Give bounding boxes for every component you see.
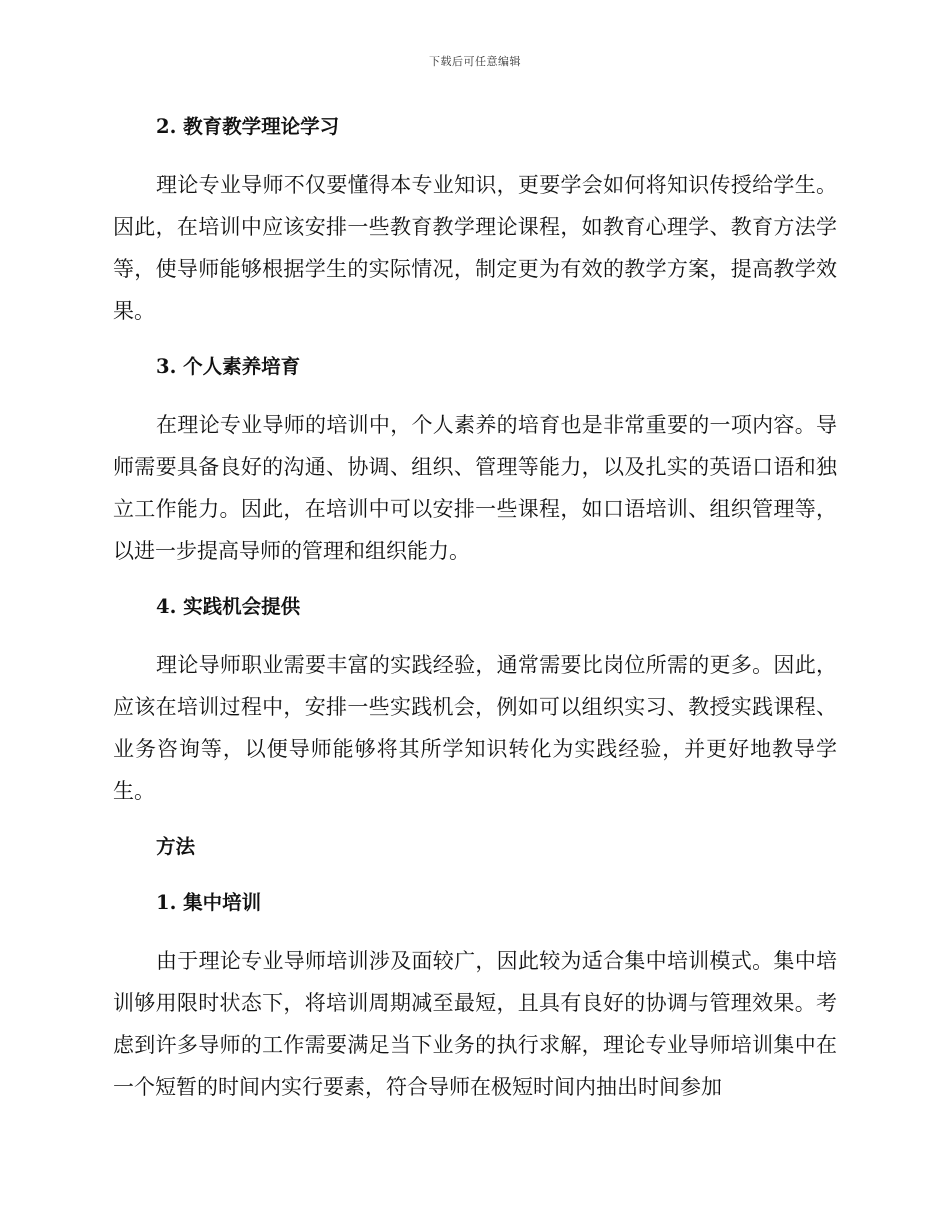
section-paragraph-teaching-theory: 理论专业导师不仅要懂得本专业知识，更要学会如何将知识传授给学生。因此，在培训中应该安排一些教育教学理论课程，如教育心理学、教育方法学等，使导师能够根据学生的实际情况，制定更为有效的教学方案，提高教学效果。 [113,173,837,323]
section-heading-practice-opportunity: 4. 实践机会提供 [156,595,301,618]
method-heading: 方法 [156,835,196,858]
section-heading-personal-quality: 3. 个人素养培育 [156,355,301,378]
page-header: 下载后可任意编辑 [429,55,521,68]
section-paragraph-centralized-training: 由于理论专业导师培训涉及面较广，因此较为适合集中培训模式。集中培训够用限时状态下，将培训周期减至最短，且具有良好的协调与管理效果。考虑到许多导师的工作需要满足当下业务的执行求解，理论专业导师培训集中在一个短暂的时间内实行要素，符合导师在极短时间内抽出时间参加 [113,949,837,1099]
section-paragraph-practice-opportunity: 理论导师职业需要丰富的实践经验，通常需要比岗位所需的更多。因此，应该在培训过程中，安排一些实践机会，例如可以组织实习、教授实践课程、业务咨询等，以便导师能够将其所学知识转化为实践经验，并更好地教导学生。 [113,653,837,803]
section-heading-centralized-training: 1. 集中培训 [156,891,262,914]
document-body [113,112,837,1108]
section-heading-teaching-theory: 2. 教育教学理论学习 [156,115,340,138]
section-paragraph-personal-quality: 在理论专业导师的培训中，个人素养的培育也是非常重要的一项内容。导师需要具备良好的沟通、协调、组织、管理等能力，以及扎实的英语口语和独立工作能力。因此，在培训中可以安排一些课程，如口语培训、组织管理等，以进一步提高导师的管理和组织能力。 [113,413,837,563]
